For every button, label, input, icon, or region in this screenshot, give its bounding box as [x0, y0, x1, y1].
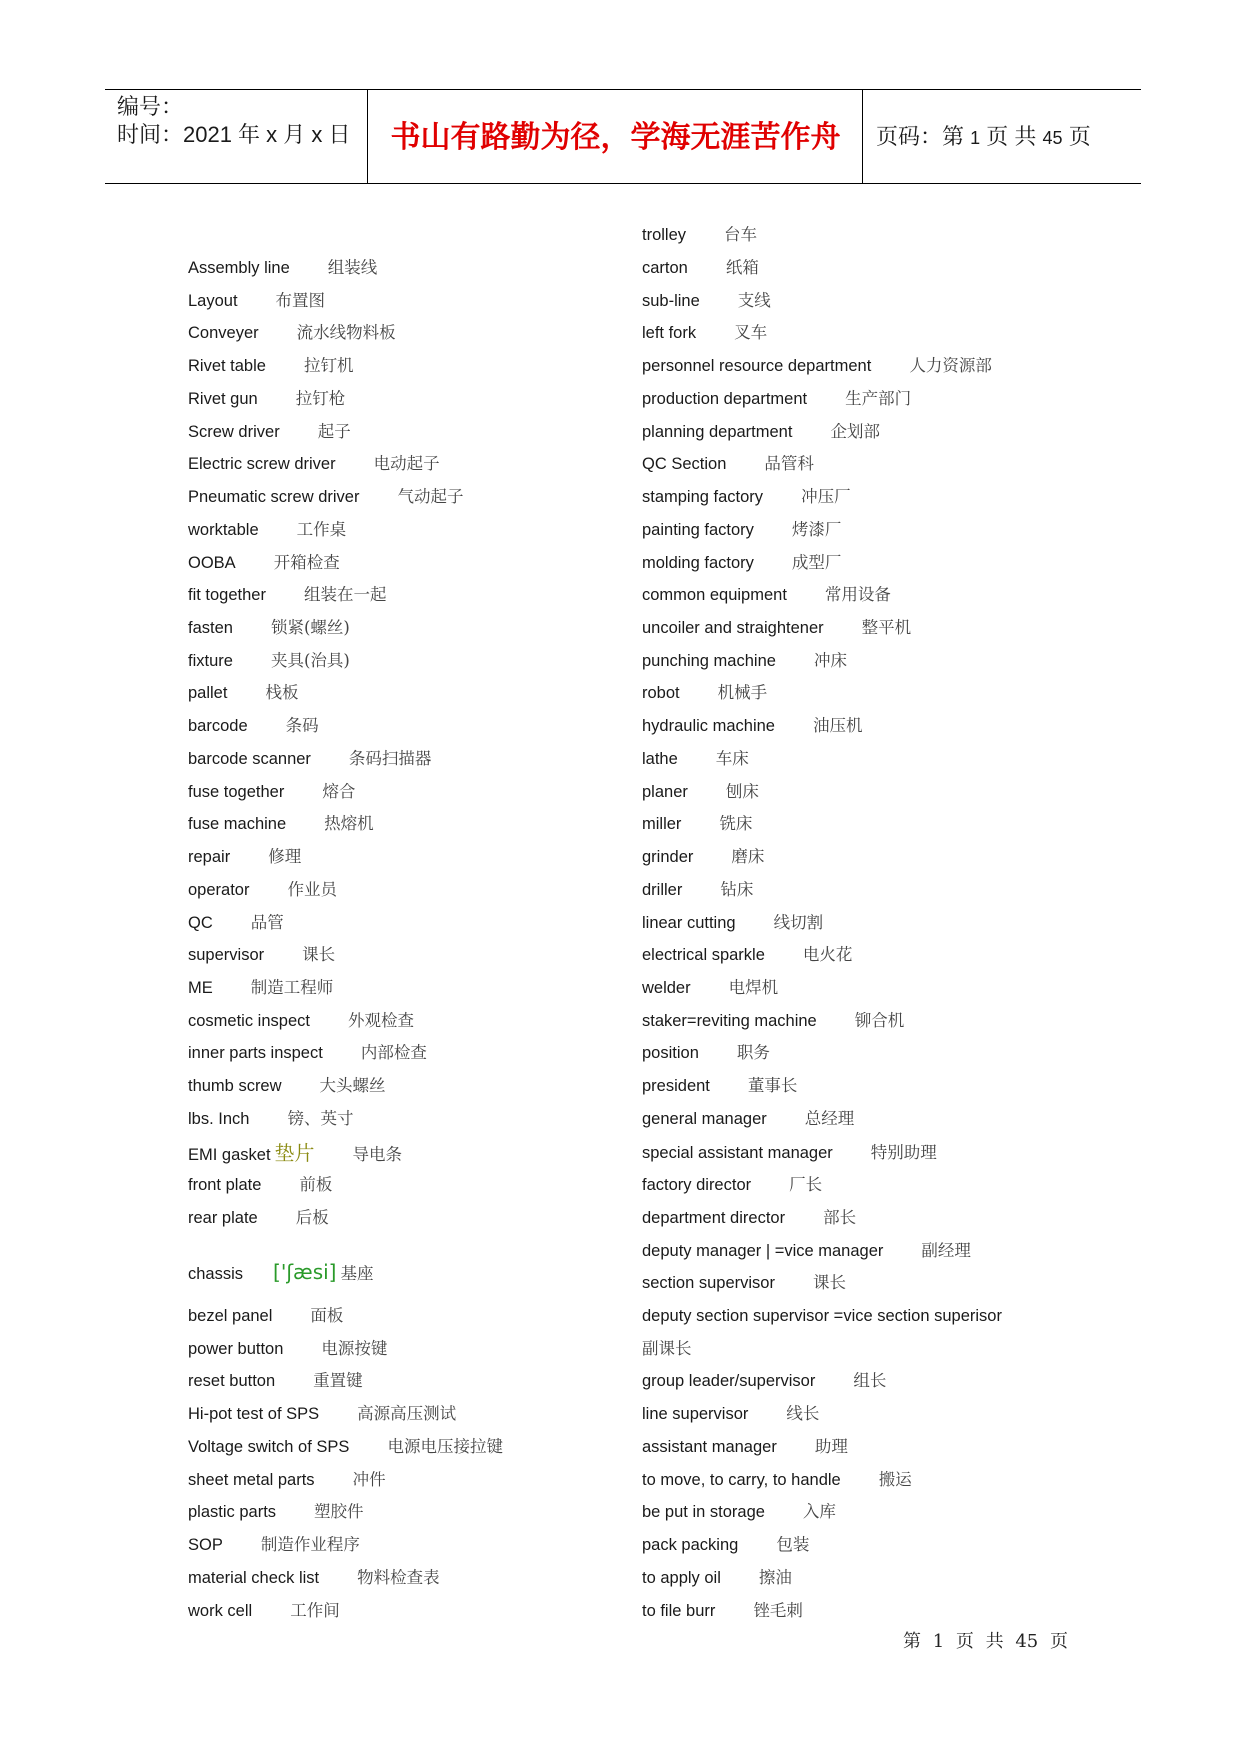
- term-english: miller: [642, 815, 682, 833]
- term-english: general manager: [642, 1110, 767, 1128]
- term-english: Voltage switch of SPS: [188, 1438, 350, 1456]
- term-chinese: 人力资源部: [909, 356, 992, 375]
- term-chinese: 熔合: [322, 782, 356, 801]
- term-english: personnel resource department: [642, 357, 872, 375]
- term-english: department director: [642, 1209, 786, 1227]
- term-english: common equipment: [642, 586, 787, 604]
- glossary-entry: [188, 748, 431, 770]
- glossary-entry: [188, 257, 377, 279]
- glossary-entry: [642, 257, 759, 279]
- term-english: welder: [642, 979, 691, 997]
- glossary-entry: [188, 944, 335, 966]
- glossary-entry: [642, 1075, 797, 1097]
- glossary-entry: [188, 781, 355, 803]
- term-english: lathe: [642, 750, 678, 768]
- term-english: Conveyer: [188, 324, 259, 342]
- term-english: special assistant manager: [642, 1144, 833, 1162]
- term-chinese: 电火花: [802, 945, 853, 964]
- term-english: supervisor: [188, 946, 265, 964]
- document-date: 时间：2021 年 x 月 x 日: [117, 122, 351, 147]
- term-english: planer: [642, 783, 688, 801]
- term-english: fasten: [188, 619, 233, 637]
- glossary-entry: [188, 1174, 332, 1196]
- term-chinese: 冲件: [352, 1470, 386, 1489]
- term-chinese: 台车: [724, 225, 758, 244]
- glossary-entry: [188, 519, 346, 541]
- glossary-entry: [642, 846, 764, 868]
- glossary-entry: [642, 1207, 856, 1229]
- glossary-entry: [188, 1042, 427, 1064]
- term-chinese: 拉钉机: [303, 356, 354, 375]
- term-english: fuse together: [188, 783, 285, 801]
- glossary-entry: [188, 1534, 360, 1556]
- glossary-entry: [642, 1567, 792, 1589]
- glossary-entry: [642, 519, 841, 541]
- glossary-entry: [642, 421, 880, 443]
- glossary-entry: [642, 1240, 971, 1262]
- term-english: QC Section: [642, 455, 727, 473]
- term-english: thumb screw: [188, 1077, 282, 1095]
- term-chinese: 副课长: [642, 1339, 692, 1358]
- term-english: to apply oil: [642, 1569, 721, 1587]
- glossary-entry: [642, 1305, 1002, 1358]
- term-english: chassis: [188, 1265, 244, 1283]
- glossary-entry: [188, 912, 284, 934]
- glossary-entry: [642, 682, 767, 704]
- glossary-entry: [642, 715, 862, 737]
- glossary-entry: [188, 1075, 386, 1097]
- page-suffix: 页: [1068, 124, 1091, 149]
- term-english: stamping factory: [642, 488, 764, 506]
- term-english: plastic parts: [188, 1503, 277, 1521]
- glossary-entry: [642, 813, 752, 835]
- term-english: Rivet gun: [188, 390, 258, 408]
- glossary-entry: [642, 355, 992, 377]
- term-english: position: [642, 1044, 699, 1062]
- term-chinese: 整平机: [861, 618, 912, 637]
- term-english: deputy manager | =vice manager: [642, 1242, 884, 1260]
- page-mid: 页 共: [986, 124, 1037, 149]
- glossary-entry: [188, 977, 333, 999]
- glossary-entry: [642, 388, 911, 410]
- term-english: factory director: [642, 1176, 752, 1194]
- glossary-entry: [642, 879, 753, 901]
- term-chinese: 线切割: [773, 913, 824, 932]
- glossary-entry: [188, 1142, 402, 1166]
- term-english: section supervisor: [642, 1274, 775, 1292]
- glossary-entry: [642, 781, 759, 803]
- glossary-entry: [188, 355, 353, 377]
- glossary-entry: [642, 748, 749, 770]
- page-prefix: 页码：第: [876, 124, 965, 149]
- term-english: president: [642, 1077, 710, 1095]
- term-chinese: 品管科: [764, 454, 814, 473]
- term-chinese: 入库: [802, 1502, 836, 1521]
- glossary-entry: [642, 977, 778, 999]
- header-info-cell: [105, 90, 368, 183]
- glossary-entry: [188, 1305, 343, 1327]
- term-chinese: 冲床: [813, 651, 847, 670]
- term-chinese: 镑、英寸: [287, 1109, 354, 1128]
- term-chinese: 磨床: [731, 847, 765, 866]
- glossary-entry: [642, 912, 823, 934]
- glossary-entry: [188, 290, 325, 312]
- glossary-entry: [642, 1174, 822, 1196]
- term-english: barcode: [188, 717, 248, 735]
- document-number-label: 编号：: [117, 94, 184, 119]
- term-chinese: 搬运: [878, 1470, 912, 1489]
- term-chinese: 成型厂: [791, 553, 842, 572]
- term-chinese: 组装在一起: [303, 585, 387, 604]
- term-chinese: 塑胶件: [314, 1502, 364, 1521]
- glossary-entry: [188, 682, 298, 704]
- term-english: OOBA: [188, 554, 236, 572]
- glossary-entry: [642, 617, 911, 639]
- term-chinese: 重置键: [313, 1371, 363, 1390]
- term-chinese: 条码: [285, 716, 319, 735]
- term-english: painting factory: [642, 521, 754, 539]
- term-chinese: 油压机: [812, 716, 863, 735]
- glossary-entry: [188, 1338, 387, 1360]
- term-chinese: 部长: [823, 1208, 857, 1227]
- term-english: driller: [642, 881, 683, 899]
- term-english: Layout: [188, 292, 238, 310]
- glossary-entry: [188, 879, 337, 901]
- term-english: repair: [188, 848, 231, 866]
- term-english: staker=reviting machine: [642, 1012, 817, 1030]
- glossary-entry: [188, 388, 345, 410]
- glossary-entry: [188, 1370, 363, 1392]
- term-chinese: 作业员: [287, 880, 337, 899]
- term-chinese: 钻床: [720, 880, 754, 899]
- term-chinese: 大头螺丝: [319, 1076, 386, 1095]
- term-chinese: 热熔机: [324, 814, 374, 833]
- term-chinese: 栈板: [265, 683, 299, 702]
- term-chinese: 后板: [295, 1208, 329, 1227]
- term-english: lbs. Inch: [188, 1110, 250, 1128]
- term-english: Electric screw driver: [188, 455, 336, 473]
- term-chinese: 副经理: [921, 1241, 971, 1260]
- term-chinese: 生产部门: [845, 389, 912, 408]
- term-chinese: 工作间: [290, 1601, 340, 1620]
- glossary-entry: [642, 1403, 819, 1425]
- header-page-cell: [864, 90, 1141, 183]
- glossary-entry: [642, 1042, 770, 1064]
- glossary-entry: [188, 322, 396, 344]
- term-chinese: 品管: [250, 913, 284, 932]
- glossary-entry: [188, 1501, 364, 1523]
- term-english: bezel panel: [188, 1307, 273, 1325]
- glossary-entry: [642, 1501, 836, 1523]
- term-english: to move, to carry, to handle: [642, 1471, 841, 1489]
- glossary-entry: [642, 584, 891, 606]
- term-chinese: 总经理: [804, 1109, 855, 1128]
- term-chinese: 基座: [340, 1264, 374, 1283]
- term-english: molding factory: [642, 554, 754, 572]
- page-footer: 第 1 页 共 45 页: [903, 1631, 1068, 1652]
- term-chinese: 支线: [737, 291, 771, 310]
- glossary-entry: [642, 1142, 937, 1164]
- term-annotation: 垫片: [274, 1141, 315, 1165]
- term-english: Assembly line: [188, 259, 290, 277]
- term-english: Screw driver: [188, 423, 280, 441]
- term-english: Hi-pot test of SPS: [188, 1405, 320, 1423]
- glossary-entry: [188, 1108, 353, 1130]
- term-english: front plate: [188, 1176, 262, 1194]
- term-english: uncoiler and straightener: [642, 619, 824, 637]
- glossary-entry: [188, 1436, 503, 1458]
- term-english: Rivet table: [188, 357, 266, 375]
- term-chinese: 拉钉枪: [295, 389, 346, 408]
- term-english: pallet: [188, 684, 228, 702]
- term-chinese: 开箱检查: [273, 553, 340, 572]
- term-chinese: 起子: [317, 422, 351, 441]
- term-chinese: 面板: [310, 1306, 344, 1325]
- glossary-entry: [188, 1567, 440, 1589]
- term-english: fixture: [188, 652, 233, 670]
- term-chinese: 电动起子: [373, 454, 440, 473]
- glossary-entry: [642, 322, 767, 344]
- term-english: linear cutting: [642, 914, 736, 932]
- glossary-entry: [642, 650, 847, 672]
- term-chinese: 组装线: [327, 258, 378, 277]
- term-chinese: 气动起子: [397, 487, 464, 506]
- glossary-entry: [642, 1272, 846, 1294]
- glossary-entry: [188, 486, 463, 508]
- term-chinese: 常用设备: [824, 585, 891, 604]
- term-english: assistant manager: [642, 1438, 777, 1456]
- term-chinese: 导电条: [352, 1145, 403, 1164]
- term-chinese: 电焊机: [728, 978, 779, 997]
- term-english: fit together: [188, 586, 266, 604]
- term-english: operator: [188, 881, 250, 899]
- term-chinese: 工作桌: [296, 520, 347, 539]
- term-chinese: 厂长: [789, 1175, 823, 1194]
- page-indicator: [876, 122, 1091, 153]
- term-english: grinder: [642, 848, 694, 866]
- term-chinese: 董事长: [747, 1076, 798, 1095]
- glossary-entry: [188, 617, 350, 639]
- term-chinese: 夹具(治具): [270, 651, 350, 670]
- term-chinese: 制造作业程序: [260, 1535, 360, 1554]
- glossary-entry: [188, 552, 340, 574]
- page-total: 45: [1042, 128, 1063, 148]
- term-english: left fork: [642, 324, 697, 342]
- term-chinese: 特别助理: [870, 1143, 937, 1162]
- term-chinese: 电源电压接拉键: [387, 1437, 503, 1456]
- glossary-entry: [188, 1600, 340, 1622]
- glossary-entry: [188, 1403, 456, 1425]
- document-header: [105, 89, 1141, 184]
- glossary-entry: [188, 650, 350, 672]
- glossary-entry: [642, 1010, 904, 1032]
- glossary-entry: [188, 715, 319, 737]
- glossary-entry: [642, 1108, 854, 1130]
- term-english: carton: [642, 259, 688, 277]
- term-chinese: 纸箱: [725, 258, 759, 277]
- term-english: hydraulic machine: [642, 717, 775, 735]
- term-chinese: 前板: [299, 1175, 333, 1194]
- term-english: reset button: [188, 1372, 276, 1390]
- term-english: SOP: [188, 1536, 223, 1554]
- term-english: production department: [642, 390, 808, 408]
- term-chinese: 铣床: [719, 814, 753, 833]
- term-chinese: 刨床: [725, 782, 759, 801]
- glossary-entry: [642, 453, 814, 475]
- term-english: deputy section supervisor =vice section superisor: [642, 1307, 1002, 1325]
- term-english: planning department: [642, 423, 793, 441]
- term-chinese: 课长: [302, 945, 336, 964]
- term-chinese: 内部检查: [360, 1043, 427, 1062]
- glossary-entry: [188, 1207, 329, 1229]
- glossary-entry: [188, 421, 351, 443]
- glossary-entry: [642, 486, 851, 508]
- term-english: electrical sparkle: [642, 946, 765, 964]
- term-english: QC: [188, 914, 213, 932]
- term-english: sub-line: [642, 292, 700, 310]
- term-chinese: 职务: [736, 1043, 770, 1062]
- term-phonetic: ['ʃæsi]: [273, 1260, 337, 1284]
- glossary-entry: [188, 846, 301, 868]
- glossary-entry: [642, 552, 841, 574]
- term-english: pack packing: [642, 1536, 739, 1554]
- term-chinese: 助理: [814, 1437, 848, 1456]
- term-english: worktable: [188, 521, 259, 539]
- glossary-entry: [188, 813, 374, 835]
- term-chinese: 制造工程师: [250, 978, 334, 997]
- glossary-entry: [188, 1010, 414, 1032]
- header-motto-cell: [369, 90, 863, 183]
- term-english: cosmetic inspect: [188, 1012, 310, 1030]
- term-english: fuse machine: [188, 815, 287, 833]
- page-number: 1: [970, 128, 981, 148]
- term-english: material check list: [188, 1569, 320, 1587]
- glossary-entry: [642, 1436, 848, 1458]
- glossary-entry: [188, 1261, 373, 1285]
- term-chinese: 高源高压测试: [357, 1404, 457, 1423]
- term-chinese: 铆合机: [854, 1011, 905, 1030]
- term-chinese: 车床: [715, 749, 749, 768]
- term-english: EMI gasket: [188, 1146, 271, 1164]
- term-chinese: 布置图: [275, 291, 326, 310]
- term-chinese: 条码扫描器: [348, 749, 432, 768]
- term-english: trolley: [642, 226, 687, 244]
- term-english: sheet metal parts: [188, 1471, 315, 1489]
- term-chinese: 包装: [776, 1535, 810, 1554]
- glossary-entry: [642, 224, 757, 246]
- term-english: to file burr: [642, 1602, 716, 1620]
- term-chinese: 修理: [268, 847, 302, 866]
- term-english: line supervisor: [642, 1405, 749, 1423]
- glossary-entry: [188, 584, 386, 606]
- term-english: inner parts inspect: [188, 1044, 323, 1062]
- glossary-entry: [642, 1469, 912, 1491]
- glossary-entry: [642, 1600, 803, 1622]
- glossary-entry: [642, 290, 771, 312]
- term-chinese: 组长: [853, 1371, 887, 1390]
- term-chinese: 锉毛刺: [753, 1601, 803, 1620]
- term-english: rear plate: [188, 1209, 258, 1227]
- term-english: group leader/supervisor: [642, 1372, 816, 1390]
- glossary-entry: [642, 944, 852, 966]
- term-english: ME: [188, 979, 213, 997]
- term-chinese: 冲压厂: [801, 487, 851, 506]
- term-chinese: 烤漆厂: [791, 520, 842, 539]
- term-chinese: 课长: [812, 1273, 846, 1292]
- glossary-entry: [188, 1469, 386, 1491]
- glossary-entry: [642, 1534, 809, 1556]
- term-chinese: 流水线物料板: [296, 323, 396, 342]
- term-english: Pneumatic screw driver: [188, 488, 360, 506]
- motto: 书山有路勤为径，学海无涯苦作舟: [390, 120, 841, 155]
- term-chinese: 擦油: [758, 1568, 792, 1587]
- term-chinese: 机械手: [717, 683, 768, 702]
- term-english: robot: [642, 684, 680, 702]
- term-chinese: 线长: [786, 1404, 820, 1423]
- term-chinese: 物料检查表: [357, 1568, 440, 1587]
- term-english: barcode scanner: [188, 750, 311, 768]
- term-english: work cell: [188, 1602, 253, 1620]
- term-chinese: 外观检查: [347, 1011, 414, 1030]
- glossary-entry: [642, 1370, 886, 1392]
- term-chinese: 企划部: [830, 422, 880, 441]
- glossary-entry: [188, 453, 440, 475]
- term-english: power button: [188, 1340, 284, 1358]
- term-english: be put in storage: [642, 1503, 765, 1521]
- term-chinese: 电源按键: [321, 1339, 388, 1358]
- term-english: punching machine: [642, 652, 776, 670]
- term-chinese: 叉车: [734, 323, 768, 342]
- term-chinese: 锁紧(螺丝): [270, 618, 350, 637]
